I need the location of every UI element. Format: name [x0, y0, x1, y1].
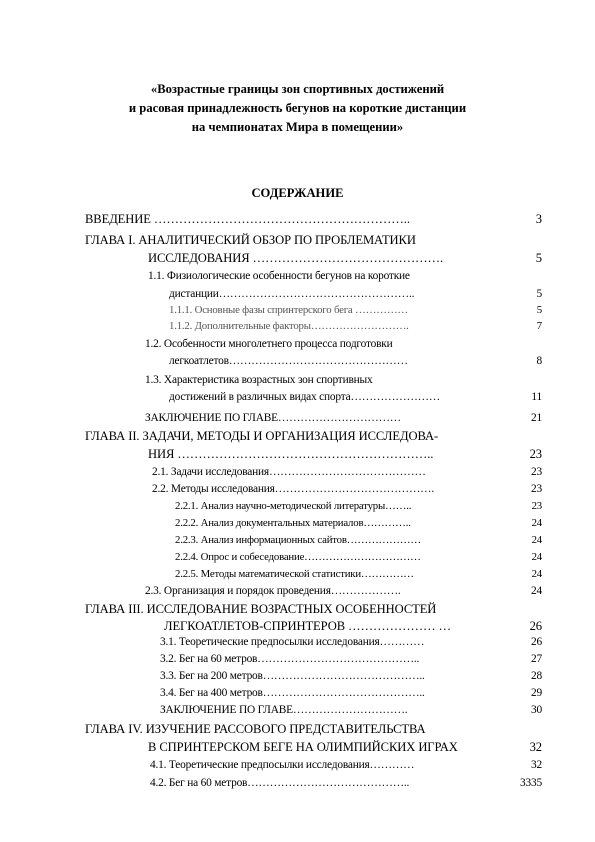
toc-entry: ВВЕДЕНИЕ …………………………………………………….. [85, 212, 410, 226]
toc-entry: 2.2.5. Методы математической статистики…………… [175, 568, 414, 580]
toc-entry: 3.2. Бег на 60 метров…………………………………….. [160, 653, 420, 665]
toc-page-number: 24 [531, 517, 542, 529]
toc-entry: 4.1. Теоретические предпосылки исследования………… [150, 759, 415, 771]
toc-page-number: 5 [535, 251, 542, 265]
toc-entry: 2.2.4. Опрос и собеседование…………………………… [175, 551, 421, 563]
toc-entry: ЗАКЛЮЧЕНИЕ ПО ГЛАВЕ…………………………… [145, 412, 401, 424]
toc-entry: ГЛАВА II. ЗАДАЧИ, МЕТОДЫ И ОРГАНИЗАЦИЯ ИССЛЕДОВА- [85, 429, 439, 443]
toc-entry: ЛЕГКОАТЛЕТОВ-СПРИНТЕРОВ ………………… … [164, 619, 452, 633]
toc-entry: 2.2.3. Анализ информационных сайтов………………… [175, 534, 421, 546]
toc-entry: 2.1. Задачи исследования…………………………………… [152, 466, 426, 478]
toc-page-number: 23 [529, 447, 542, 461]
toc-page-number: 24 [531, 534, 542, 546]
toc-entry: НИЯ …………………………………………………….. [148, 447, 434, 461]
toc-page-number: 24 [531, 585, 542, 597]
toc-page-number: 30 [531, 704, 542, 716]
toc-page-number: 23 [531, 500, 542, 512]
toc-entry: ЗАКЛЮЧЕНИЕ ПО ГЛАВЕ…………………………. [160, 704, 408, 716]
toc-page-number: 28 [531, 670, 542, 682]
toc-page-number: 26 [529, 619, 542, 633]
toc-page-number: 7 [536, 320, 542, 332]
toc-page-number: 32 [531, 759, 542, 771]
toc-entry: 2.2.1. Анализ научно-методической литературы…….. [175, 500, 412, 512]
toc-entry: 1.3. Характеристика возрастных зон спортивных [145, 374, 373, 386]
toc-page-number: 24 [531, 551, 542, 563]
toc-entry: 1.2. Особенности многолетнего процесса подготовки [145, 338, 393, 350]
toc-page-number: 23 [531, 483, 542, 495]
title-line-2: и расовая принадлежность бегунов на короткие дистанции [128, 101, 467, 115]
toc-entry: дистанции…………………………………………….. [169, 288, 415, 300]
toc-entry: 2.3. Организация и порядок проведения………………. [145, 585, 401, 597]
toc-page-number: 5 [536, 304, 542, 316]
toc-page-number: 3335 [520, 777, 542, 789]
toc-entry: 2.2.2. Анализ документальных материалов………….. [175, 517, 411, 529]
toc-page-number: 11 [531, 391, 542, 403]
toc-page-number: 24 [531, 568, 542, 580]
toc-entry: легкоатлетов………………………………………… [169, 355, 408, 367]
toc-entry: ГЛАВА I. АНАЛИТИЧЕСКИЙ ОБЗОР ПО ПРОБЛЕМАТИКИ [85, 233, 416, 247]
toc-entry: 3.1. Теоретические предпосылки исследования………… [160, 636, 425, 648]
toc-entry: В СПРИНТЕРСКОМ БЕГЕ НА ОЛИМПИЙСКИХ ИГРАХ [148, 740, 458, 754]
toc-page-number: 5 [536, 288, 542, 300]
toc-page-number: 26 [531, 636, 542, 648]
toc-page-number: 32 [529, 740, 542, 754]
toc-entry: 3.3. Бег на 200 метров…………………………………….. [160, 670, 425, 682]
toc-page-number: 27 [531, 653, 542, 665]
title-line-1: «Возрастные границы зон спортивных достижений [150, 82, 445, 96]
toc-entry: 4.2. Бег на 60 метров…………………………………….. [150, 777, 410, 789]
toc-entry: ГЛАВА III. ИССЛЕДОВАНИЕ ВОЗРАСТНЫХ ОСОБЕННОСТЕЙ [85, 602, 437, 616]
toc-page-number: 3 [535, 212, 542, 226]
toc-page-number: 29 [531, 687, 542, 699]
toc-page-number: 21 [531, 412, 542, 424]
toc-entry: 1.1. Физиологические особенности бегунов на короткие [148, 270, 410, 282]
toc-heading: СОДЕРЖАНИЕ [251, 186, 344, 200]
toc-entry: достижений в различных видах спорта…………………… [169, 391, 441, 403]
toc-entry: 3.4. Бег на 400 метров…………………………………….. [160, 687, 425, 699]
toc-entry: 1.1.2. Дополнительные факторы………………………. [169, 320, 409, 332]
toc-entry: ГЛАВА IV. ИЗУЧЕНИЕ РАССОВОГО ПРЕДСТАВИТЕЛЬСТВА [85, 722, 426, 736]
title-line-3: на чемпионатах Мира в помещении» [191, 120, 404, 134]
toc-page-number: 8 [536, 355, 542, 367]
toc-entry: 1.1.1. Основные фазы спринтерского бега …………… [169, 304, 409, 316]
toc-entry: 2.2. Методы исследования……………………………………. [152, 483, 434, 495]
toc-entry: ИССЛЕДОВАНИЯ ………………………………………. [148, 251, 444, 265]
toc-page-number: 23 [531, 466, 542, 478]
